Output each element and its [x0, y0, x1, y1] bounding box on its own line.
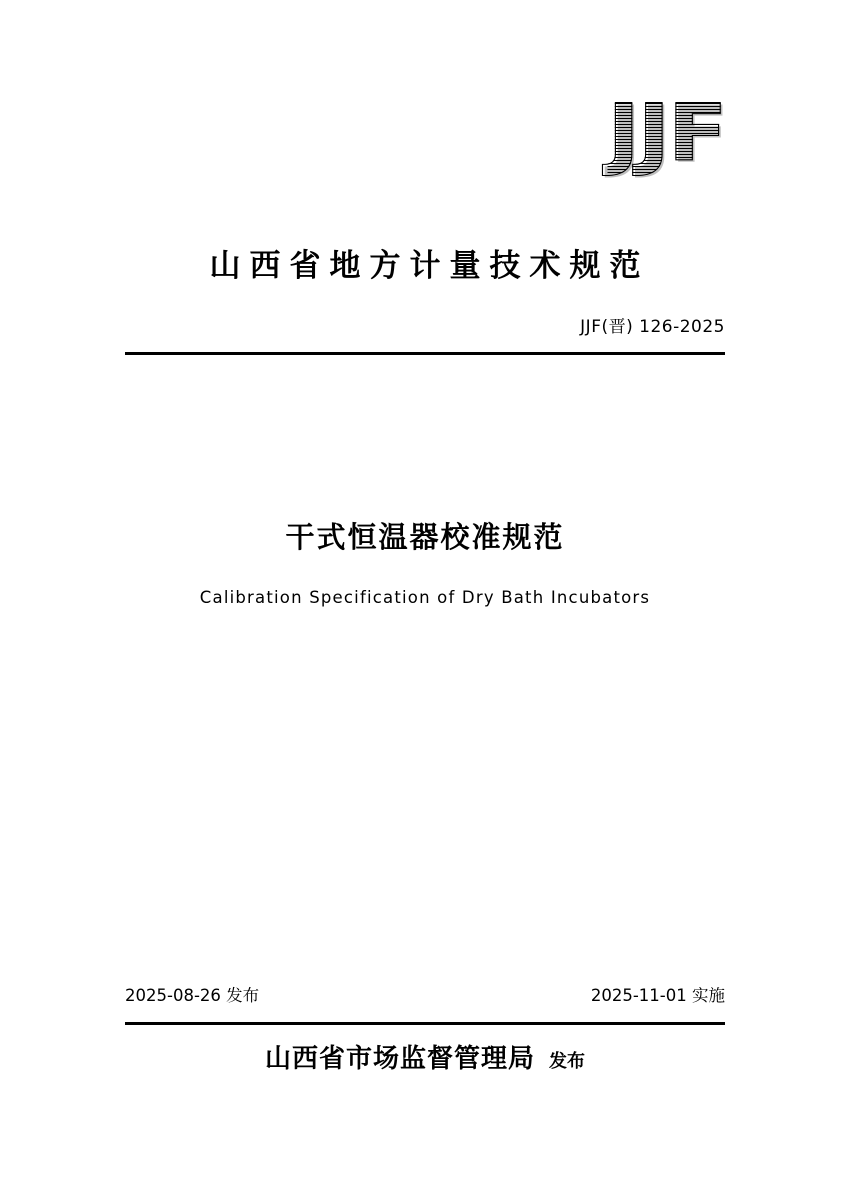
header-divider	[125, 352, 725, 355]
document-title-chinese: 干式恒温器校准规范	[285, 520, 565, 554]
issuer-verb: 发布	[549, 1051, 585, 1072]
standard-number: JJF(晋) 126-2025	[580, 317, 725, 337]
issue-date: 2025-08-26 发布	[125, 986, 260, 1005]
document-title-english: Calibration Specification of Dry Bath Incubators	[199, 588, 651, 607]
jjf-logo-text: JJF	[607, 89, 725, 179]
footer-divider	[125, 1022, 725, 1025]
issuing-authority	[0, 1038, 850, 1075]
issuer-name: 山西省市场监督管理局	[264, 1044, 535, 1074]
effective-date: 2025-11-01 实施	[590, 986, 725, 1005]
specification-series-title: 山西省地方计量技术规范	[209, 248, 650, 284]
jjf-logo	[607, 89, 725, 179]
date-row	[125, 982, 725, 1006]
